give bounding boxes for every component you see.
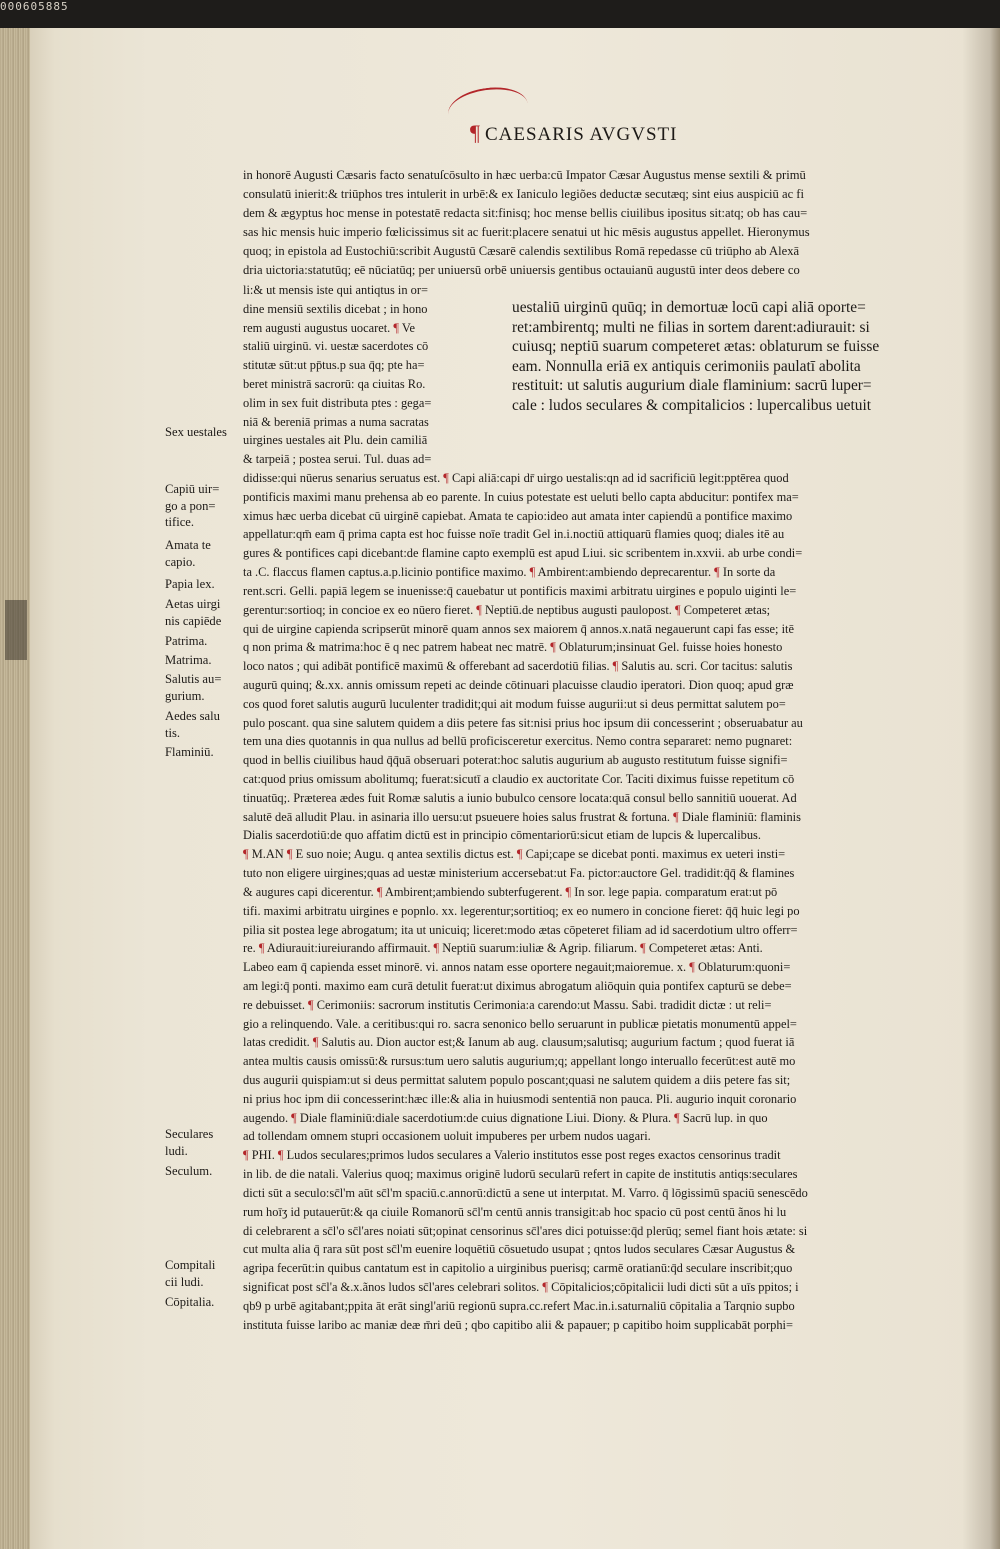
- text-line: beret ministrā sacrorū: qa ciuitas Ro.: [243, 376, 426, 391]
- text-line: tuto non eligere uirgines;quas ad uestæ ministerium accersebat:ut Fa. pictor:auctore Gel. tradidit:q̄q̄ & flamines: [243, 866, 795, 881]
- rubric-pilcrow: ¶: [258, 941, 265, 956]
- text-line: dus augurii quispiam:ut si deus permittat salutem populo poscant;quasi ne salutem quidem a diis petere fas sit;: [243, 1073, 791, 1087]
- text-line: staliū uirginū. vi. uestæ sacerdotes cō: [243, 339, 429, 354]
- text-line: quod in bellis ciuilibus haud q̄q̄uā obseruari poterat:hoc salutis augurium ab augusto restitutum fuisse signifi=: [243, 753, 788, 768]
- text-line: ad tollendam omnem stupri occasionem uoluit impuberes per urbem nudos uagari.: [243, 1129, 651, 1144]
- text-line: significat post sc̄l'a &.x.ãnos ludos sc̄l'ares celebrari solitos. ¶ Cōpitalicios;cōpitalicii ludi dicti sūt a uīs ppitos; i: [243, 1279, 799, 1294]
- commentary-narrow-column: [243, 281, 493, 469]
- gloss-line: Papia lex.: [165, 577, 215, 591]
- commentary-lower-block: [243, 469, 958, 1334]
- text-line: cuiusq; neptiū suarum competeret ætas: oblaturum se fuisse: [512, 338, 880, 356]
- gloss-line: Sex uestales: [165, 425, 227, 439]
- source-text-block: [512, 298, 964, 416]
- rubric-pilcrow: ¶: [674, 602, 681, 617]
- rubric-pilcrow: ¶: [243, 847, 249, 862]
- text-line: li:& ut mensis iste qui antiqtus in or=: [243, 283, 428, 297]
- rubric-pilcrow: ¶: [714, 565, 720, 580]
- top-strip: [0, 0, 1000, 28]
- text-line: am legi:q̄ ponti. maximo eam curā detulit fuerat:ut diximus abrogatum aliōquin quia pontifex capturū se debe=: [243, 978, 792, 993]
- text-line: cale : ludos seculares & compitalicios : lupercalibus uetuit: [512, 396, 872, 414]
- rubric-pilcrow: ¶: [277, 1148, 284, 1163]
- text-line: Labeo eam q̄ capienda esset minorē. vi. annos natam esse oportere negauit;maioremue. x. ¶ Oblaturum:quoni=: [243, 960, 791, 975]
- text-line: & augures capi dicerentur. ¶ Ambirent;ambiendo subterfugerent. ¶ In sor. lege papia. comparatum erat:ut pō: [243, 884, 778, 899]
- marginal-gloss: [165, 1126, 247, 1159]
- text-line: & tarpeiā ; postea serui. Tul. duas ad=: [243, 452, 432, 467]
- text-line: gerentur:sortioq; in concioe ex eo nūero fieret. ¶ Neptiū.de neptibus augusti paulopost. ¶ Competeret ætas;: [243, 602, 771, 617]
- text-line: pontificis maximi manu prehensa ab eo parente. In cuius potestate est ueluti bello capta abducitur: pontifex ma=: [243, 489, 799, 504]
- rubric-pilcrow: ¶: [286, 847, 293, 862]
- gloss-line: Aedes salu: [165, 709, 220, 723]
- rubric-pilcrow: ¶: [443, 471, 449, 485]
- text-line: gures & pontifices capi dicebant:de flamine capto exemplū est apud Liui. sic scribentem in.xxvii. ab urbe condi=: [243, 546, 803, 561]
- text-line: uirgines uestales ait Plu. dein camiliā: [243, 433, 428, 448]
- text-line: rum hoīʒ id putauerūt:& qa ciuile Romanorū sc̄l'm centū annis transigit:ab hoc spacio cū post centū ãnos hi lu: [243, 1204, 787, 1219]
- text-line: ta .C. flaccus flamen captus.a.p.licinio pontifice maximo. ¶ Ambirent:ambiendo deprecarentur. ¶ In sorte da: [243, 565, 776, 580]
- rubric-pilcrow: ¶: [308, 997, 314, 1012]
- rubric-pilcrow: ¶: [550, 640, 556, 655]
- text-line: agripa fecerūt:in quibus cantatum est in capitolio a uirginibus puerisq; carmē oratianū:q̄d seculare inscribit;quo: [243, 1261, 793, 1276]
- gloss-line: Salutis au=: [165, 672, 222, 686]
- rubric-pilcrow: ¶: [673, 809, 679, 824]
- gloss-line: nis capiēde: [165, 613, 222, 628]
- rubric-pilcrow: ¶: [674, 1110, 680, 1125]
- gloss-line: go a pon=: [165, 498, 216, 513]
- gloss-line: gurium.: [165, 688, 205, 703]
- text-line: didisse:qui nūerus senarius seruatus est. ¶ Capi aliā:capi dr̄ uirgo uestalis:qn ad id sacrificiū legit:pptērea quod: [243, 471, 789, 485]
- marginal-gloss: [165, 671, 247, 704]
- text-line: rent.scri. Gelli. papiā legem se inuenisse:q̄ cauebatur ut pontificis maximi arbitratu uirgines e populo uiginti le=: [243, 583, 797, 598]
- text-line: dicti sūt a seculo:sc̄l'm aūt sc̄l'm spaciū.c.annorū:dictū a sene ut interpıtat. M. Varro. q̄ lōgissimū spaciū senescēdo: [243, 1185, 808, 1200]
- clasp-shadow: [5, 600, 27, 660]
- text-line: consulatū inierit:& triūphos tres intulerit in urbē:& ex Ianiculo legiões deductæ secutæq; sint eius auspiciū ac fi: [243, 186, 804, 201]
- header-title: CAESARIS AVGVSTI: [484, 124, 678, 145]
- text-line: appellatur:qm̄ eam q̄ prima capta est hoc fuisse noīe tradit Gel in.i.noctiū attiquarū flamies quoq; diales itē au: [243, 527, 785, 542]
- gloss-line: capio.: [165, 554, 196, 569]
- marginal-gloss: [165, 1257, 247, 1290]
- marginal-gloss: [165, 708, 247, 741]
- gloss-line: Cōpitalia.: [165, 1295, 215, 1309]
- text-line: loco natos ; qui adibāt pontificē maximū & offerebant ad sacerdotiū filias. ¶ Salutis au. scri. Cor tacitus: salutis: [243, 659, 793, 674]
- text-line: sas hic mensis huic imperio fœlicissimus sit ac fuerit:placere senatui ut hic mēsis augustus appellet. Hieronymus: [243, 224, 810, 239]
- text-line: tifi. maximi arbitratu uirgines e popnlo. xx. legerentur;sortitioq; ex eo numero in concione fieret: q̄q̄ huic legi po: [243, 903, 800, 918]
- rubric-pilcrow: ¶: [291, 1110, 297, 1125]
- rubric-pilcrow: ¶: [542, 1279, 548, 1294]
- marginal-gloss: [165, 633, 247, 650]
- gloss-line: tifice.: [165, 515, 195, 529]
- marginal-gloss: [165, 1294, 247, 1311]
- text-line: cat:quod prius omissum abolitumq; fuerat:sicutī a claudio ex auctoritate Cor. Taciti diximus fuisse repetitum cō: [243, 772, 795, 786]
- gloss-line: Seculares: [165, 1127, 214, 1141]
- rubric-pilcrow: ¶: [640, 941, 646, 956]
- text-line: ret:ambirentq; multi ne filias in sortem darent:adiurauit: si: [512, 318, 870, 336]
- text-line: pilia sit postea lege abrogatum; ita ut unicuiq; liceret:modo ætas cōpeteret filiam ad id sacerdotium ultro offerr=: [243, 922, 798, 937]
- text-line: tem una dies quotannis in qua nullus ad bellū proficisceretur exercitus. Nemo contra separaret: nemo pugnaret:: [243, 734, 793, 749]
- text-line: q non prima & matrima:hoc ē q nec patrem habeat nec matrē. ¶ Oblaturum;insinuat Gel. fuisse hoies honesto: [243, 640, 783, 655]
- text-line: in lib. de die natali. Valerius quoq; maximus originē ludorū secularū refert in capite de institutis antiqs:seculares: [243, 1167, 798, 1182]
- rubric-pilcrow: ¶: [689, 960, 695, 975]
- rubric-pilcrow: ¶: [565, 884, 572, 899]
- text-line: qb9 p urbē agitabant;ppita āt erāt singl'ariū regionū supra.cc.refert Mac.in.i.saturnaliū cōpitalia a Tarqnio supbo: [243, 1298, 795, 1313]
- text-line: dria uictoria:statutūq; eē nūciatūq; per uniuersū orbē uniuersis gentibus octauianū augustū inter deos debere co: [243, 262, 800, 277]
- rubric-pilcrow: ¶: [243, 1148, 249, 1163]
- gloss-line: ludi.: [165, 1143, 188, 1158]
- rubric-pilcrow: ¶: [516, 847, 523, 862]
- text-line: restituit: ut salutis augurium diale flaminium: sacrū luper=: [512, 377, 872, 395]
- rubric-pilcrow: ¶: [529, 565, 536, 580]
- text-line: ni prius hoc ipm dii concesserint:hæc ille:& alia in huiusmodi sententiā non pauca. Pli. augurio inquit coronario: [243, 1091, 797, 1106]
- gloss-line: Aetas uirgi: [165, 597, 221, 611]
- text-line: antea multis causis omissū:& rursus:tum uero salutis augurium;q; appellant longo interuallo fecerūt:est autē mo: [243, 1054, 796, 1069]
- gloss-line: Compitali: [165, 1258, 216, 1272]
- rubric-pilcrow: ¶: [312, 1035, 319, 1050]
- text-line: dem & ægyptus hoc mense in potestatē redacta sit:finisq; hoc mense bellis ciuilibus ipositus sit:atq; ob has cau=: [243, 205, 808, 220]
- text-line: cut multa alia q̄ rara sūt post sc̄l'm euenire loquētiū cōsuetudo usupat ; qntos ludos seculares Cæsar Augustus &: [243, 1242, 796, 1257]
- text-line: olim in sex fuit distributa ptes : gega=: [243, 395, 432, 410]
- text-line: instituta fuisse laribo ac maniæ deæ m̄ri deū ; qbo capitibo alii & papauer; p capitibo hoim supplicabāt porphi=: [243, 1317, 793, 1332]
- catalog-number: 000605885: [0, 0, 69, 13]
- marginal-gloss: [165, 424, 247, 441]
- gloss-line: Capiū uir=: [165, 482, 220, 496]
- text-line: di celebrarent a sc̄l'o sc̄l'ares noiati sūt;opinat censorinus sc̄l'ares dici potuisse:q̄d plerūq; semel fiant hois ætate: si: [243, 1223, 808, 1238]
- gloss-line: tis.: [165, 725, 181, 740]
- book-fore-edge: [0, 28, 30, 1549]
- text-line: re. ¶ Adiurauit:iureiurando affirmauit. ¶ Neptiū suarum:iuliæ & Agrip. filiarum. ¶ Competeret ætas: Anti.: [243, 941, 763, 956]
- marginal-gloss: [165, 652, 247, 669]
- text-line: uestaliū uirginū quūq; in demortuæ locū capi aliā oporte=: [512, 299, 866, 316]
- text-line: salutē deā alludit Plau. in asinaria illo uersu:ut psueuere hoies salus frustrat & fortuna. ¶ Diale flaminiū: flaminis: [243, 809, 801, 824]
- running-header: [470, 120, 677, 146]
- text-line: augendo. ¶ Diale flaminiū:diale sacerdotium:de cuius dignatione Liui. Diony. & Plura. ¶ Sacrū lup. in quo: [243, 1110, 768, 1125]
- gloss-line: Flaminiū.: [165, 745, 214, 759]
- text-line: qui de uirgine capienda scripserūt minorē quam annos sex maiorem q̄ annos.x.natā negauerunt capi fas esse; itē: [243, 621, 794, 636]
- gloss-line: Patrima.: [165, 634, 208, 648]
- text-line: Dialis sacerdotiū:de quo affatim dictū est in principio cōmentariorū:sicut etiam de lupcis & lupercalibus.: [243, 828, 761, 843]
- header-pilcrow: ¶: [470, 120, 481, 145]
- text-line: tinuatūq;. Præterea ædes fuit Romæ salutis a iunio bubulco censore locata:quā consul bello sannitiū uouerat. Ad: [243, 790, 797, 805]
- rubric-pilcrow: ¶: [393, 320, 399, 335]
- commentary-top-block: [243, 166, 958, 279]
- text-line: stitutæ sūt:ut pp̄tus.p sua q̄q; pte ha=: [243, 358, 425, 373]
- text-line: ¶ PHI. ¶ Ludos seculares;primos ludos seculares a Valerio institutos esse post reges exactos censorinus tradit: [243, 1148, 781, 1163]
- text-line: in honorē Augusti Cæsaris facto senatuſcōsulto in hæc uerba:cū Impator Cæsar Augustus mense sextili & primū: [243, 168, 806, 182]
- rubric-pilcrow: ¶: [476, 602, 482, 617]
- marginal-gloss: [165, 537, 247, 570]
- gloss-line: cii ludi.: [165, 1274, 204, 1289]
- text-line: cos quod foret salutis augurū luculenter tradidit;qui ait modum fuisse augurii:ut si deus permittat salutem po=: [243, 696, 786, 711]
- text-line: ximus hæc uerba dicebat cū uirginē capiebat. Amata te capio:ideo aut amata inter capiendū a pontifice maximo: [243, 508, 793, 523]
- text-line: dine mensiū sextilis dicebat ; in hono: [243, 301, 428, 316]
- text-line: latas credidit. ¶ Salutis au. Dion auctor est;& Ianum ab aug. clausum;salutisq; augurium factum ; quod fuerat iā: [243, 1035, 795, 1050]
- rubric-pilcrow: ¶: [376, 884, 383, 899]
- rubric-pilcrow: ¶: [612, 659, 619, 674]
- gutter-shadow: [962, 28, 1000, 1549]
- gloss-line: Seculum.: [165, 1164, 213, 1178]
- text-line: gio a relinquendo. Vale. a ceritibus:qui ro. sacra senonico bello seruarunt in publicæ pietatis monumentū appel=: [243, 1016, 797, 1031]
- gloss-line: Amata te: [165, 538, 211, 552]
- text-line: ¶ M.AN ¶ E suo noie; Augu. q antea sextilis dictus est. ¶ Capi;cape se dicebat ponti. maximus ex ueteri insti=: [243, 847, 786, 862]
- marginal-gloss: [165, 481, 247, 531]
- marginal-gloss: [165, 576, 247, 593]
- text-line: rem augusti augustus uocaret. ¶ Ve: [243, 320, 415, 335]
- text-line: re debuisset. ¶ Cerimoniis: sacrorum institutis Cerimonia:a carendo:ut Massu. Sabi. tradidit dictæ : ut reli=: [243, 997, 772, 1012]
- marginal-gloss: [165, 744, 247, 761]
- text-line: niā & bereniā primas a numa sacratas: [243, 414, 429, 429]
- text-line: eam. Nonnulla eriā ex antiquis cerimoniis paulatī abolita: [512, 357, 861, 375]
- text-line: augurū quinq; &.xx. annis omissum repeti ac deinde cōtinuari placuisse claudio iperatori. Dion quoq; apud græ: [243, 677, 794, 692]
- marginal-gloss: [165, 596, 247, 629]
- text-line: quoq; in epistola ad Eustochiū:scribit Augustū Cæsarē calendis sextilibus Romā repedasse cū triūpho ab Alexā: [243, 243, 800, 258]
- marginal-gloss: [165, 1163, 247, 1180]
- gloss-line: Matrima.: [165, 653, 212, 667]
- text-line: pulo poscant. qua sine salutem quidem a diis petere fas sit:nisi prius hoc ipsum dii concesserint ; obseruabatur au: [243, 715, 803, 730]
- rubric-pilcrow: ¶: [433, 941, 440, 956]
